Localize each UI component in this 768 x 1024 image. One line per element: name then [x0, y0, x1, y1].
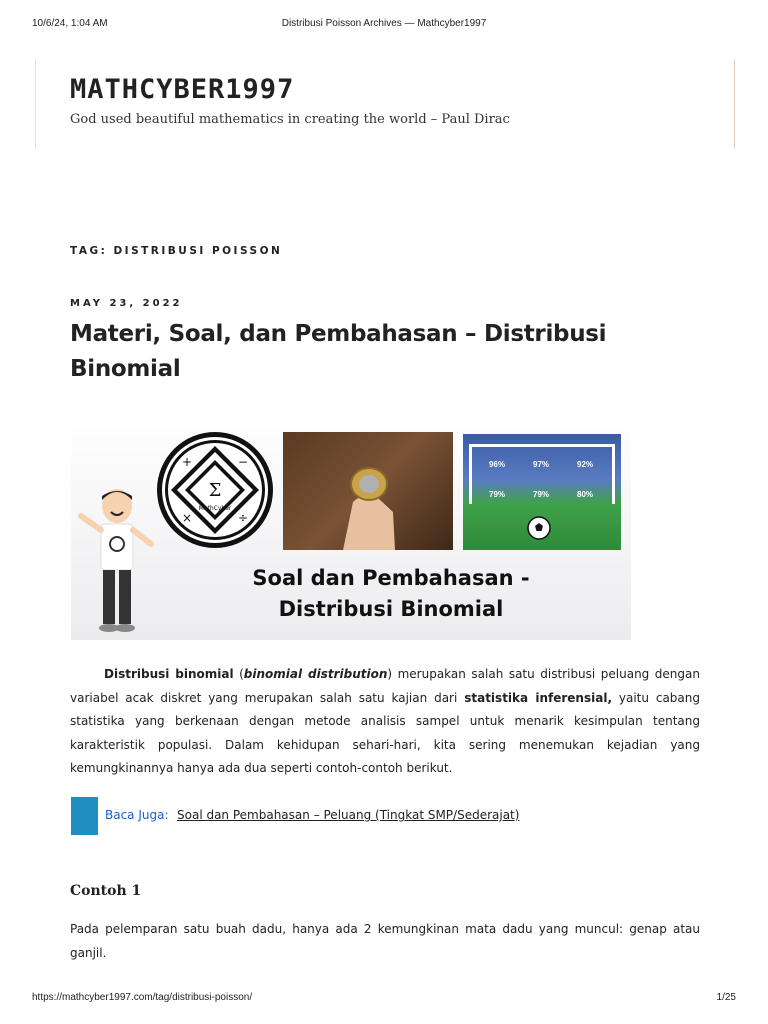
- svg-text:Σ: Σ: [208, 480, 222, 501]
- svg-text:÷: ÷: [237, 511, 249, 525]
- mascot-character-icon: [71, 486, 155, 636]
- goal-percentage: 97%: [533, 460, 550, 469]
- contoh1-paragraph: Pada pelemparan satu buah dadu, hanya ada 2 kemungkinan mata dadu yang muncul: genap atau ganjil.: [70, 922, 700, 960]
- goal-percentage: 92%: [577, 460, 594, 469]
- intro-term: Distribusi binomial: [104, 667, 234, 681]
- print-page-title: Distribusi Poisson Archives — Mathcyber1997: [281, 18, 487, 29]
- print-datetime: 10/6/24, 1:04 AM: [32, 18, 108, 29]
- print-page-number: 1/25: [716, 992, 736, 1003]
- site-title-link[interactable]: MATHCYBER1997: [70, 74, 295, 105]
- mathcyber-logo-emblem-icon: [155, 428, 275, 552]
- goal-percentage: 96%: [489, 460, 506, 469]
- baca-juga-label: Baca Juga:: [105, 808, 169, 822]
- print-url: https://mathcyber1997.com/tag/distribusi-poisson/: [32, 992, 253, 1003]
- hand-coin-icon: [283, 432, 453, 550]
- logo-emblem-text: MathCyber: [198, 505, 232, 512]
- coin-toss-photo: [283, 432, 453, 550]
- hero-heading-line1: Soal dan Pembahasan -: [252, 566, 530, 590]
- post-title-link[interactable]: Materi, Soal, dan Pembahasan – Distribusi Binomial: [70, 321, 607, 382]
- goal-percentage: 80%: [577, 490, 594, 499]
- svg-text:+: +: [181, 455, 193, 469]
- goal-percentage: 79%: [533, 490, 550, 499]
- contoh1-heading: Contoh 1: [70, 883, 142, 899]
- site-tagline: God used beautiful mathematics in creating the world – Paul Dirac: [70, 112, 510, 127]
- goal-percentage: 79%: [489, 490, 506, 499]
- svg-text:−: −: [237, 455, 249, 469]
- print-footer: [32, 992, 736, 1006]
- post-featured-image[interactable]: [71, 408, 631, 640]
- header-divider-right: [734, 60, 735, 148]
- intro-paragraph: Distribusi binomial (binomial distribution) merupakan salah satu distribusi peluang dengan variabel acak diskret yang merupakan salah satu kajian dari statistika inferensial, yaitu cabang statistika yang berkenaan dengan metode analisis sampel untuk menarik kesimpulan tentang karakteristik populasi. Dalam kehidupan sehari-hari, kita sering menemukan kejadian yang kemungkinannya hanya ada dua seperti contoh-contoh berikut.: [70, 667, 701, 775]
- print-header: [32, 18, 736, 32]
- intro-bold2: statistika inferensial,: [464, 690, 612, 705]
- post-date-link[interactable]: MAY 23, 2022: [70, 298, 183, 309]
- archive-tag-label: TAG: DISTRIBUSI POISSON: [70, 245, 283, 257]
- baca-juga-box: [71, 797, 561, 835]
- intro-text2: yaitu cabang statistika yang berkenaan dengan metode analisis sampel untuk menarik kesimpulan tentang karakteristik populasi. Dalam kehidupan sehari-hari, kita sering menemukan kejadian yang kemungkinannya hanya ada dua seperti contoh-contoh berikut.: [70, 690, 701, 775]
- baca-juga-accent-bar: [71, 797, 98, 835]
- intro-text1: merupakan salah satu distribusi peluang dengan variabel acak diskret yang merupakan salah satu kajian dari: [70, 667, 700, 705]
- baca-juga-link[interactable]: Soal dan Pembahasan – Peluang (Tingkat SMP/Sederajat): [177, 808, 520, 822]
- svg-text:×: ×: [181, 511, 193, 525]
- soccer-ball-icon: [527, 516, 551, 540]
- header-divider-left: [35, 60, 36, 148]
- intro-term-en: binomial distribution: [243, 667, 388, 681]
- hero-heading-line2: Distribusi Binomial: [278, 597, 504, 621]
